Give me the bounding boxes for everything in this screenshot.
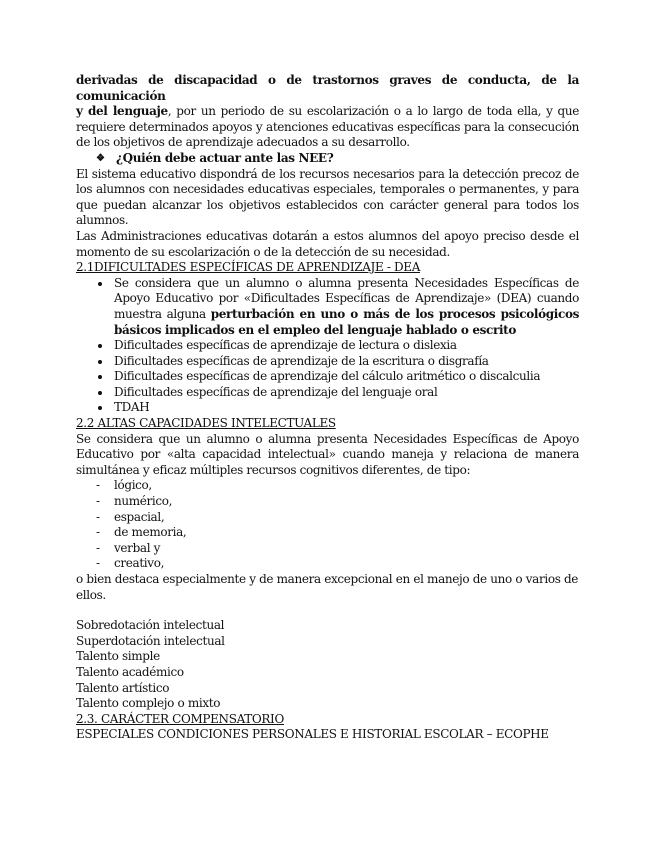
question-paragraph-1: El sistema educativo dispondrá de los recursos necesarios para la detección precoz de los alumnos con necesidades educativas especiales, temporales o permanentes, y para que puedan alcanzar los objetivos establecidos con carácter general para todos los alumnos.: [76, 166, 579, 228]
intro-paragraph: [76, 73, 579, 151]
section-comp-heading: 2.3. CARÁCTER COMPENSATORIO: [76, 711, 284, 726]
altas-type-item: - verbal y: [114, 541, 579, 557]
intro-bold-lead: y del lenguaje: [76, 104, 168, 119]
dea-list-item: [114, 276, 579, 338]
dea-definition: Se considera que un alumno o alumna presenta Necesidades Específicas de Apoyo Educativo por «Dificultades Específicas de Aprendizaje» (DEA) cuando muestra alguna: [114, 275, 579, 321]
altas-types-list: [76, 478, 579, 572]
altas-category: Superdotación intelectual: [76, 633, 225, 648]
altas-category: Talento complejo o mixto: [76, 696, 221, 711]
altas-closing: o bien destaca especialmente y de manera excepcional en el manejo de uno o varios de ellos.: [76, 572, 579, 602]
altas-type-item: - creativo,: [114, 556, 579, 572]
intro-rest: , por un periodo de su escolarización o a lo largo de toda ella, y que requiere determinados apoyos y atenciones educativas específicas para la consecución de los objetivos de aprendizaje adecuados a su desarrollo.: [76, 104, 579, 150]
altas-type-item: - numérico,: [114, 494, 579, 510]
dea-definition-bold: perturbación en uno o más de los procesos psicológicos básicos implicados en el empleo del lenguaje hablado o escrito: [114, 306, 579, 337]
section-comp-line: ESPECIALES CONDICIONES PERSONALES E HISTORIAL ESCOLAR – ECOPHE: [76, 727, 549, 742]
question-title: ¿Quién debe actuar ante las NEE?: [116, 150, 334, 165]
section-altas-heading: 2.2 ALTAS CAPACIDADES INTELECTUALES: [76, 416, 336, 431]
question-heading: [76, 151, 579, 167]
altas-type-item: - lógico,: [114, 478, 579, 494]
altas-intro: Se considera que un alumno o alumna presenta Necesidades Específicas de Apoyo Educativo por «alta capacidad intelectual» cuando maneja y relaciona de manera simultánea y eficaz múltiples recursos cognitivos diferentes, de tipo:: [76, 431, 579, 477]
section-dea-heading: 2.1DIFICULTADES ESPECÍFICAS DE APRENDIZAJE - DEA: [76, 260, 421, 275]
altas-category: Sobredotación intelectual: [76, 618, 225, 633]
dea-list: [76, 276, 579, 416]
altas-category: Talento artístico: [76, 680, 170, 695]
diamond-bullet-icon: ❖: [96, 152, 105, 164]
altas-category: Talento simple: [76, 649, 160, 664]
altas-type-item: - espacial,: [114, 510, 579, 526]
altas-category: Talento académico: [76, 664, 184, 679]
dea-list-item: TDAH: [114, 400, 579, 416]
dea-list-item: Dificultades específicas de aprendizaje de la escritura o disgrafía: [114, 354, 579, 370]
dea-list-item: Dificultades específicas de aprendizaje del lenguaje oral: [114, 385, 579, 401]
question-paragraph-2: Las Administraciones educativas dotarán a estos alumnos del apoyo preciso desde el momento de su escolarización o de la detección de su necesidad.: [76, 228, 579, 259]
intro-bold-line: derivadas de discapacidad o de trastornos graves de conducta, de la comunicación: [76, 73, 579, 103]
altas-type-item: - de memoria,: [114, 525, 579, 541]
altas-categories: [76, 618, 579, 712]
dea-list-item: Dificultades específicas de aprendizaje de lectura o dislexia: [114, 338, 579, 354]
dea-list-item: Dificultades específicas de aprendizaje del cálculo aritmético o discalculia: [114, 369, 579, 385]
